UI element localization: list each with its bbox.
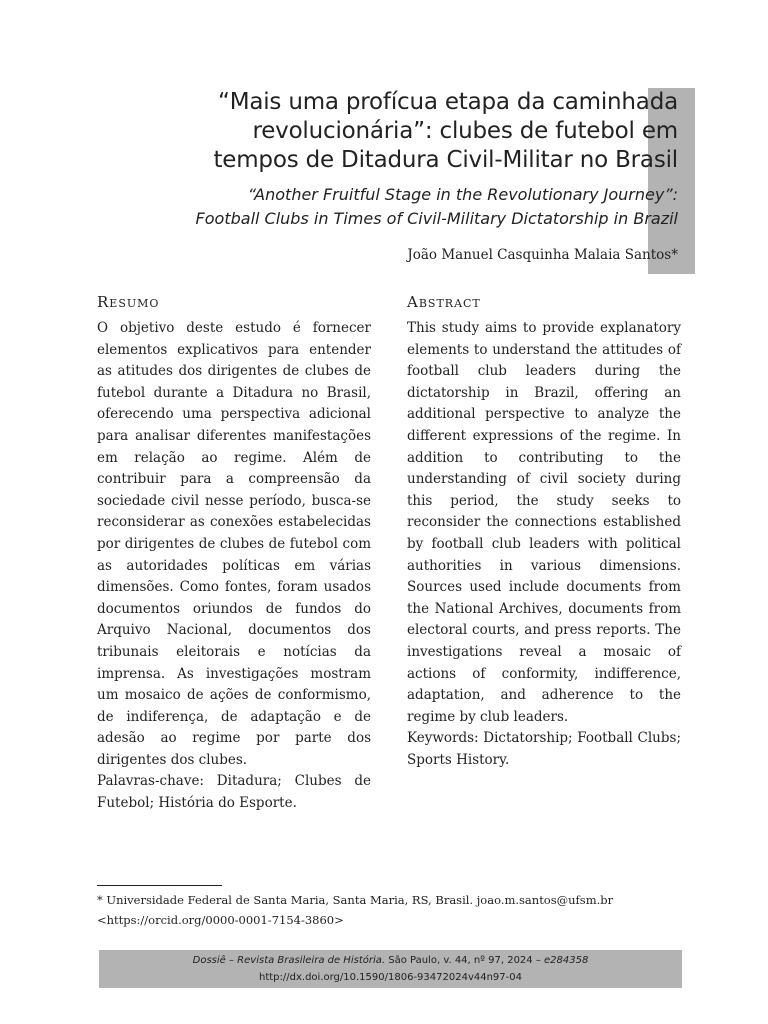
author-name: João Manuel Casquinha Malaia Santos* (407, 247, 678, 263)
title-en-line-1: “Another Fruitful Stage in the Revolutionary Journey”: (247, 185, 678, 204)
journal-footer (99, 950, 682, 988)
abstract-section (407, 292, 681, 771)
footnote-divider (97, 885, 222, 886)
title-en-line-2: Football Clubs in Times of Civil-Military Dictatorship in Brazil (195, 209, 678, 228)
title-pt-line-2: revolucionária”: clubes de futebol em (252, 118, 678, 144)
footer-issue: São Paulo, v. 44, nº 97, 2024 – (385, 955, 545, 966)
resumo-body: O objetivo deste estudo é fornecer elementos explicativos para entender as atitudes dos dirigentes de clubes de futebol durante a Ditadura no Brasil, oferecendo uma perspectiva adicional para analisar diferentes manifestações em relação ao regime. Além de contribuir para a compreensão da sociedade civil nesse período, busca-se reconsiderar as conexões estabelecidas por dirigentes de clubes de futebol com as autoridades políticas em várias dimensões. Como fontes, foram usados documentos oriundos de fundos do Arquivo Nacional, documentos dos tribunais eleitorais e notícias da imprensa. As investigações mostram um mosaico de ações de conformismo, de indiferença, de adaptação e de adesão ao regime por parte dos dirigentes dos clubes. (97, 320, 371, 768)
author-footnote: * Universidade Federal de Santa Maria, Santa Maria, RS, Brasil. joao.m.santos@ufsm.br <https://orcid.org/0000-0001-7154-3860> (97, 893, 614, 927)
abstract-keywords: Keywords: Dictatorship; Football Clubs; Sports History. (407, 730, 681, 768)
title-block (118, 88, 678, 231)
abstract-body: This study aims to provide explanatory elements to understand the attitudes of football club leaders during the dictatorship in Brazil, offering an additional perspective to analyze the different expressions of the regime. In addition to contributing to the understanding of civil society during this period, the study seeks to reconsider the connections established by football club leaders with political authorities in various dimensions. Sources used include documents from the National Archives, documents from electoral courts, and press reports. The investigations reveal a mosaic of actions of conformity, indifference, adaptation, and adherence to the regime by club leaders. (407, 320, 681, 725)
title-pt-line-1: “Mais uma profícua etapa da caminhada (217, 89, 678, 115)
article-title-english (118, 183, 678, 231)
footer-article-id: e284358 (544, 955, 589, 966)
resumo-heading: Resumo (97, 293, 160, 311)
article-title-portuguese (118, 88, 678, 175)
resumo-section (97, 292, 371, 815)
footer-journal-name: Dossiê – Revista Brasileira de História. (192, 955, 386, 966)
abstract-heading: Abstract (407, 293, 481, 311)
footer-doi-link[interactable]: http://dx.doi.org/10.1590/1806-93472024v44n97-04 (259, 972, 522, 983)
title-pt-line-3: tempos de Ditadura Civil-Militar no Brasil (213, 147, 678, 173)
resumo-keywords: Palavras-chave: Ditadura; Clubes de Futebol; História do Esporte. (97, 773, 371, 812)
